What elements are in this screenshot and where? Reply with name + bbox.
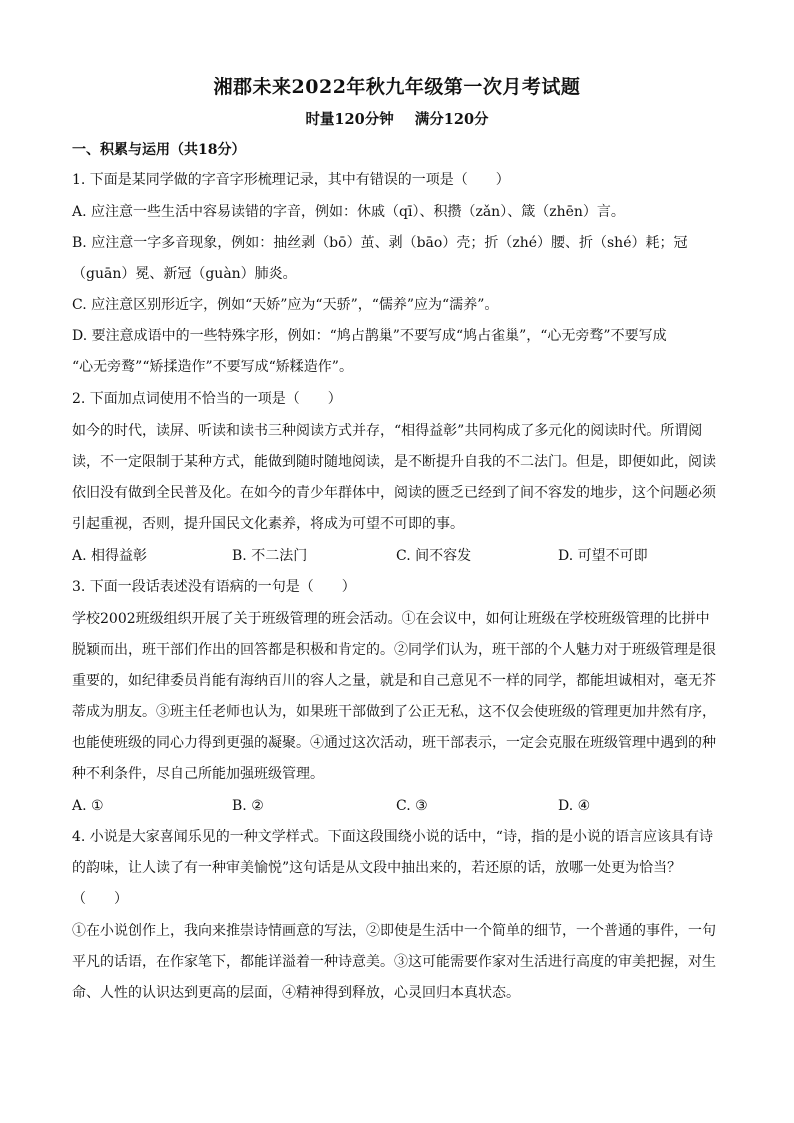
q4-answer-paren: （ ）: [72, 891, 128, 907]
q2-stem: 2. 下面加点词使用不恰当的一项是（ ）: [72, 391, 342, 407]
q1-option-b-line2: （guān）冕、新冠（guàn）肺炎。: [72, 266, 297, 282]
q2-passage-line4: 引起重视，否则，提升国民文化素养，将成为可望不可即的事。: [72, 516, 464, 532]
q4-stem-line1: 4. 小说是大家喜闻乐见的一种文学样式。下面这段围绕小说的话中，“诗，指的是小说的语言应该具有诗: [72, 829, 713, 845]
q3-passage-line3: 重要的，如纪律委员肖能有海纳百川的容人之量，就是和自己意见不一样的同学，都能坦诚相对，毫无芥: [72, 673, 716, 689]
exam-score: 满分120分: [414, 111, 489, 128]
q2-passage-line2: 读，不一定限制于某种方式，能做到随时随地阅读，是不断提升自我的不二法门。但是，即便如此，阅读: [72, 454, 716, 470]
q3-option-c: C. ③: [396, 798, 428, 814]
q1-option-a: A. 应注意一些生活中容易读错的字音，例如：休戚（qī）、积攒（zǎn）、箴（zhēn）言。: [72, 204, 625, 220]
q1-option-d-line1: D. 要注意成语中的一些特殊字形，例如：“鸠占鹊巢”不要写成“鸠占雀巢”，“心无旁骛”不要写成: [72, 328, 667, 344]
q3-passage-line2: 脱颖而出，班干部们作出的回答都是积极和肯定的。②同学们认为，班干部的个人魅力对于班级管理是很: [72, 642, 716, 658]
q3-option-b: B. ②: [232, 798, 264, 814]
q1-option-c: C. 应注意区别形近字，例如“天娇”应为“天骄”，“儒养”应为“濡养”。: [72, 297, 499, 313]
q2-option-d: D. 可望不可即: [558, 548, 648, 564]
q4-passage-line2: 平凡的话语，在作家笔下，都能详溢着一种诗意美。③这可能需要作家对生活进行高度的审美把握，对生: [72, 954, 716, 970]
q2-passage-line1: 如今的时代，读屏、听读和读书三种阅读方式并存，“相得益彰”共同构成了多元化的阅读时代。所谓阅: [72, 423, 703, 439]
q3-passage-line4: 蒂成为朋友。③班主任老师也认为，如果班干部做到了公正无私，这不仅会使班级的管理更加井然有序，: [72, 704, 716, 720]
q2-passage-line3: 依旧没有做到全民普及化。在如今的青少年群体中，阅读的匮乏已经到了间不容发的地步，这个问题必须: [72, 485, 716, 501]
exam-title: 湘郡未来2022年秋九年级第一次月考试题: [213, 76, 581, 98]
q4-passage-line3: 命、人性的认识达到更高的层面，④精神得到释放，心灵回归本真状态。: [72, 985, 520, 1001]
q3-passage-line5: 也能使班级的同心力得到更强的凝聚。④通过这次活动，班干部表示，一定会克服在班级管理中遇到的种: [72, 735, 716, 751]
q1-option-d-line2: “心无旁鹜”“矫揉造作”不要写成“矫糅造作”。: [72, 359, 353, 375]
q2-option-a: A. 相得益彰: [72, 548, 148, 564]
q4-passage-line1: ①在小说创作上，我向来推崇诗情画意的写法，②即使是生活中一个简单的细节，一个普通的事件，一句: [72, 923, 716, 939]
exam-subtitle: [0, 108, 794, 129]
q2-option-c: C. 间不容发: [396, 548, 472, 564]
exam-time: 时量120分钟: [305, 111, 394, 128]
q1-option-b-line1: B. 应注意一字多音现象，例如：抽丝剥（bō）茧、剥（bāo）壳；折（zhé）腰、折（shé）耗；冠: [72, 235, 688, 251]
q2-option-b: B. 不二法门: [232, 548, 308, 564]
q4-stem-line2: 的韵味，让人读了有一种审美愉悦”这句话是从文段中抽出来的，若还原的话，放哪一处更为恰当？: [72, 860, 682, 876]
q3-option-a: A. ①: [72, 798, 104, 814]
q3-option-d: D. ④: [558, 798, 591, 814]
q1-stem: 1. 下面是某同学做的字音字形梳理记录，其中有错误的一项是（ ）: [72, 172, 510, 188]
q3-passage-line6: 种不利条件，尽自己所能加强班级管理。: [72, 766, 324, 782]
section-heading: 一、积累与运用（共18分）: [72, 142, 246, 158]
q3-stem: 3. 下面一段话表述没有语病的一句是（ ）: [72, 579, 356, 595]
q3-passage-line1: 学校2002班级组织开展了关于班级管理的班会活动。①在会议中，如何让班级在学校班级管理的比拼中: [72, 611, 710, 627]
